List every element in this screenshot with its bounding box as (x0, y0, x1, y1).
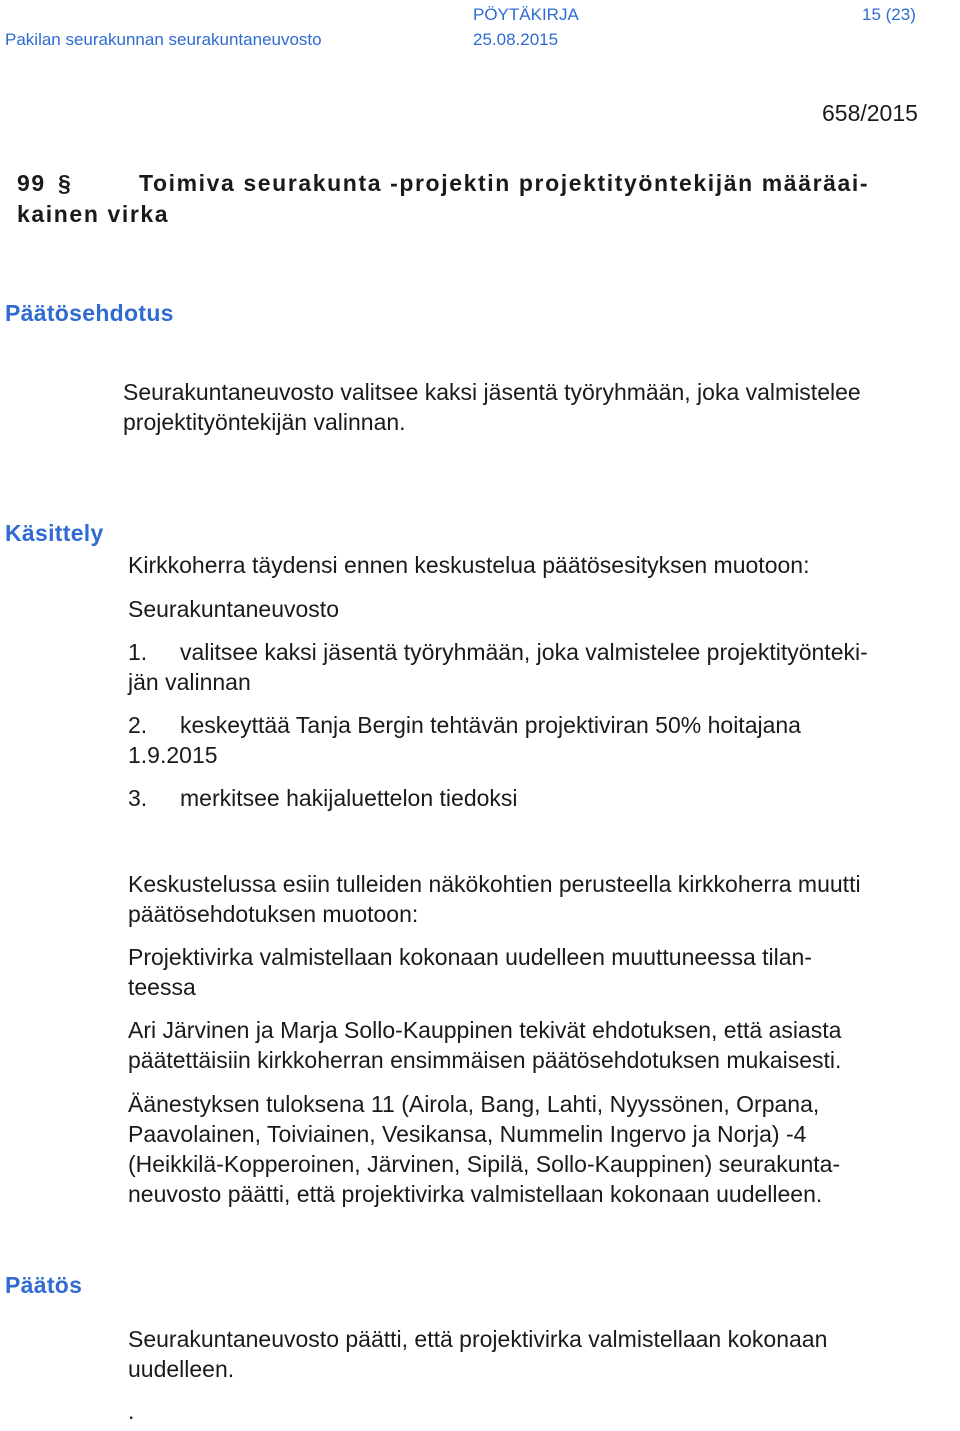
section-number: 99 (17, 170, 46, 196)
list-item-number: 1. (128, 639, 148, 665)
discussion-paragraph-line-2: päätösehdotuksen muotoon: (128, 901, 419, 927)
document-type: PÖYTÄKIRJA (473, 5, 579, 24)
proposal-line-2: projektityöntekijän valinnan. (123, 409, 406, 435)
list-item-number: 2. (128, 712, 148, 738)
vote-result-line-2: Paavolainen, Toiviainen, Vesikansa, Nummelin Ingervo ja Norja) -4 (128, 1121, 807, 1147)
trailing-period: . (128, 1398, 135, 1424)
page-number: 15 (23) (862, 5, 916, 24)
reference-number: 658/2015 (822, 100, 918, 126)
amended-proposal-line-2: teessa (128, 974, 196, 1000)
section-symbol: § (58, 170, 73, 196)
vote-result-line-1: Äänestyksen tuloksena 11 (Airola, Bang, Lahti, Nyyssönen, Orpana, (128, 1091, 820, 1117)
list-item-continuation: 1.9.2015 (128, 742, 218, 768)
section-title-line-1: Toimiva seurakunta -projektin projektityöntekijän määräai- (139, 170, 870, 196)
list-item-text: valitsee kaksi jäsentä työryhmään, joka valmistelee projektityönteki- (180, 639, 868, 665)
list-item (128, 710, 801, 740)
handling-intro: Kirkkoherra täydensi ennen keskustelua päätösesityksen muotoon: (128, 552, 810, 578)
proposal-heading: Päätösehdotus (5, 300, 174, 326)
decision-line-2: uudelleen. (128, 1356, 235, 1382)
handling-heading: Käsittely (5, 520, 104, 546)
section-title-line-2: kainen virka (17, 201, 170, 227)
decision-heading: Päätös (5, 1272, 83, 1298)
list-item (128, 783, 518, 813)
counter-proposal-line-1: Ari Järvinen ja Marja Sollo-Kauppinen tekivät ehdotuksen, että asiasta (128, 1017, 842, 1043)
list-item-text: merkitsee hakijaluettelon tiedoksi (180, 785, 518, 811)
vote-result-line-3: (Heikkilä-Kopperoinen, Järvinen, Sipilä, Sollo-Kauppinen) seurakunta- (128, 1151, 841, 1177)
list-item (128, 637, 868, 667)
decision-line-1: Seurakuntaneuvosto päätti, että projektivirka valmistellaan kokonaan (128, 1326, 828, 1352)
handling-subject: Seurakuntaneuvosto (128, 596, 339, 622)
list-item-text: keskeyttää Tanja Bergin tehtävän projektiviran 50% hoitajana (180, 712, 801, 738)
amended-proposal-line-1: Projektivirka valmistellaan kokonaan uudelleen muuttuneessa tilan- (128, 944, 812, 970)
organization-name: Pakilan seurakunnan seurakuntaneuvosto (5, 30, 322, 49)
list-item-number: 3. (128, 785, 148, 811)
counter-proposal-line-2: päätettäisiin kirkkoherran ensimmäisen päätösehdotuksen mukaisesti. (128, 1047, 842, 1073)
meeting-date: 25.08.2015 (473, 30, 559, 49)
proposal-line-1: Seurakuntaneuvosto valitsee kaksi jäsentä työryhmään, joka valmistelee (123, 379, 861, 405)
list-item-continuation: jän valinnan (128, 669, 251, 695)
vote-result-line-4: neuvosto päätti, että projektivirka valmistellaan kokonaan uudelleen. (128, 1181, 823, 1207)
discussion-paragraph-line-1: Keskustelussa esiin tulleiden näkökohtien perusteella kirkkoherra muutti (128, 871, 861, 897)
